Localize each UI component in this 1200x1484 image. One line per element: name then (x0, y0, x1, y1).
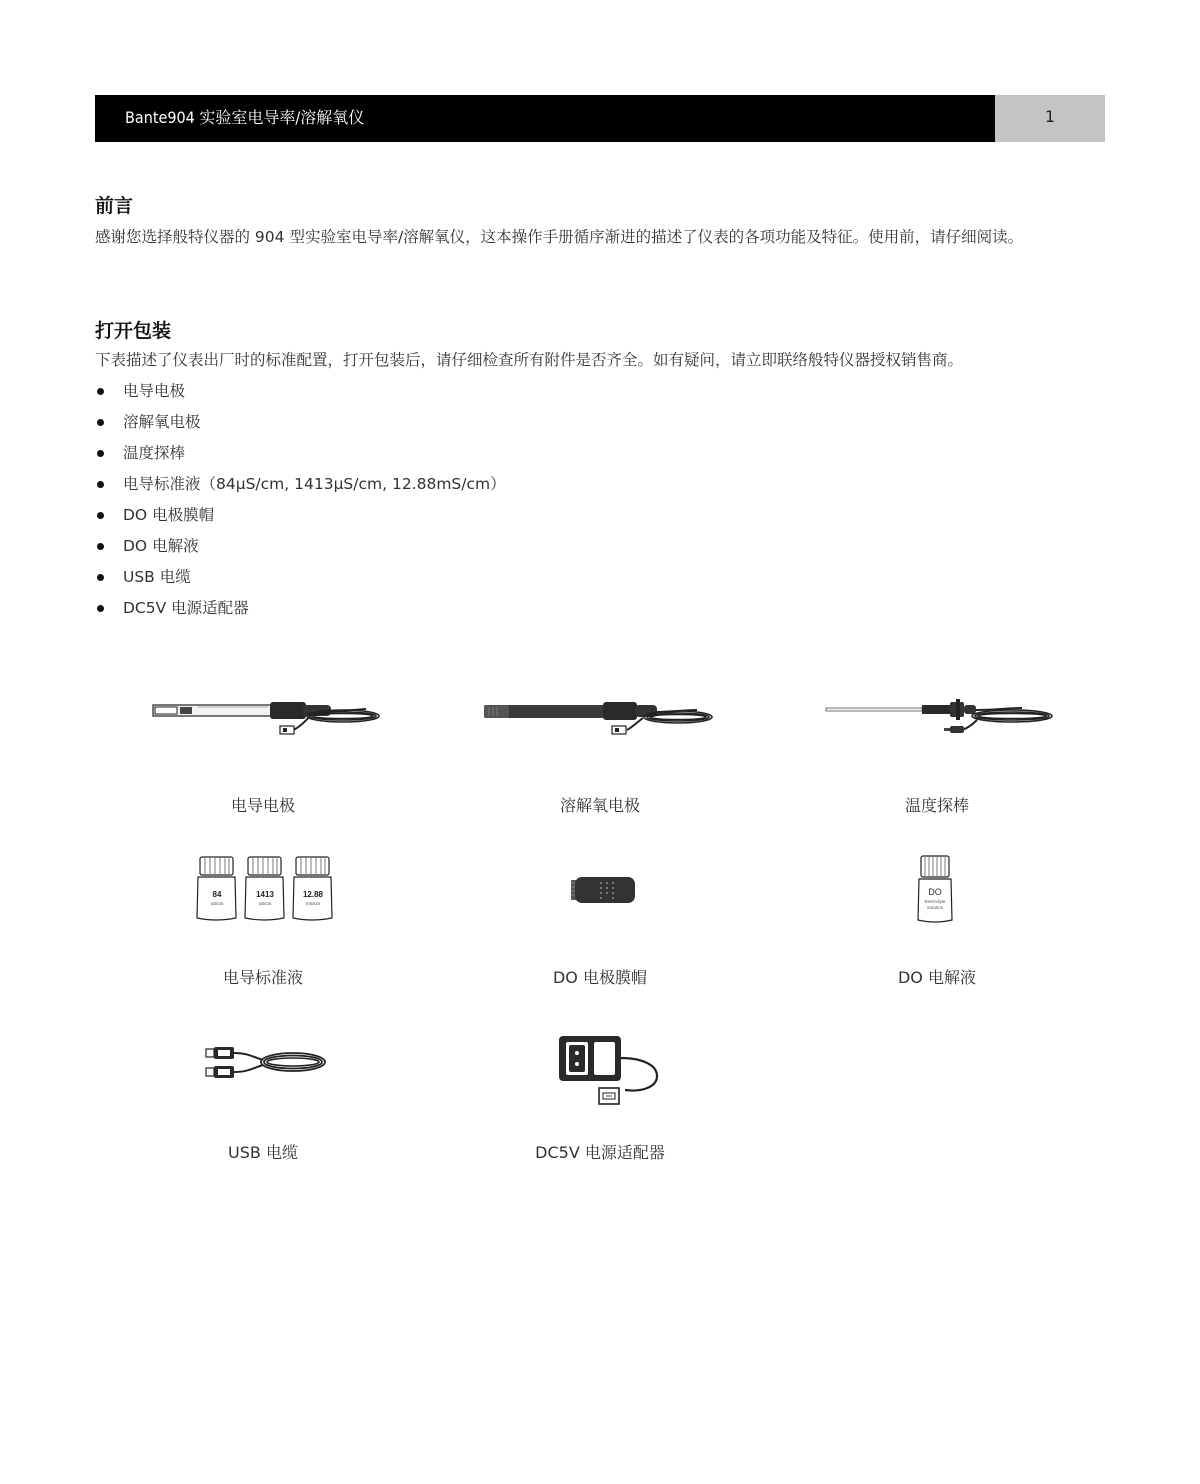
standard-solutions-icon (98, 852, 428, 924)
bottle-unit-label: uS/cm (258, 901, 272, 906)
bottle-value-label: 84 (212, 890, 222, 899)
accessory-list (95, 376, 506, 624)
list-item-label: DC5V 电源适配器 (123, 599, 249, 617)
figure-caption: DO 电极膜帽 (552, 968, 647, 987)
power-adapter-icon (435, 1030, 765, 1115)
bottle-value-label: 12.88 (302, 890, 324, 899)
bottle-line1-label: Electrolyte (924, 899, 946, 904)
bottle-12-88 (293, 857, 332, 920)
bottle-value-label: 1413 (256, 890, 274, 899)
bottle-unit-label: mS/cm (306, 901, 320, 906)
list-item (95, 531, 506, 562)
bullet-icon (97, 574, 104, 581)
bottle-unit-label: uS/cm (210, 901, 224, 906)
list-item-label: DO 电解液 (123, 537, 199, 555)
list-item-label: DO 电极膜帽 (123, 506, 215, 524)
figure-caption: DC5V 电源适配器 (535, 1143, 665, 1162)
list-item (95, 407, 506, 438)
bottle-1413 (245, 857, 284, 920)
bullet-icon (97, 543, 104, 550)
usb-cable-icon (98, 1030, 428, 1100)
list-item (95, 500, 506, 531)
list-item (95, 469, 506, 500)
preface-heading: 前言 (95, 195, 134, 217)
list-item (95, 376, 506, 407)
header-bar (95, 95, 995, 142)
unpacking-heading: 打开包装 (95, 320, 172, 342)
list-item (95, 562, 506, 593)
list-item-label: 电导标准液（84µS/cm, 1413µS/cm, 12.88mS/cm） (123, 475, 506, 493)
bullet-icon (97, 512, 104, 519)
list-item-label: USB 电缆 (123, 568, 191, 586)
list-item-label: 溶解氧电极 (123, 413, 201, 431)
figure-caption: DO 电解液 (897, 968, 976, 987)
figure-caption: 电导电极 (230, 796, 295, 815)
bullet-icon (97, 419, 104, 426)
bullet-icon (97, 481, 104, 488)
preface-text: 感谢您选择般特仪器的 904 型实验室电导率/溶解氧仪，这本操作手册循序渐进的描述了仪表的各项功能及特征。使用前，请仔细阅读。 (95, 228, 1024, 246)
bullet-icon (97, 450, 104, 457)
figure-caption: USB 电缆 (228, 1143, 298, 1162)
list-item-label: 温度探棒 (123, 444, 186, 462)
list-item (95, 438, 506, 469)
figure-caption: 电导标准液 (222, 968, 303, 987)
temperature-probe-icon (772, 690, 1102, 750)
bottle-title-label: DO (928, 887, 942, 897)
document-title: Bante904 实验室电导率/溶解氧仪 (125, 108, 365, 127)
bottle-line2-label: Solution (926, 905, 944, 910)
figure-caption: 温度探棒 (904, 796, 969, 815)
page-number-box (995, 95, 1105, 142)
bullet-icon (97, 605, 104, 612)
list-item-label: 电导电极 (123, 382, 186, 400)
conductivity-electrode-icon (98, 690, 428, 750)
page-number: 1 (1044, 107, 1056, 126)
electrolyte-bottle-icon (772, 852, 1102, 924)
list-item (95, 593, 506, 624)
membrane-cap-icon (435, 852, 765, 924)
do-electrode-icon (435, 690, 765, 750)
bottle-84 (197, 857, 236, 920)
bullet-icon (97, 388, 104, 395)
figure-caption: 溶解氧电极 (559, 796, 640, 815)
unpacking-text: 下表描述了仪表出厂时的标准配置，打开包装后，请仔细检查所有附件是否齐全。如有疑问，请立即联络般特仪器授权销售商。 (95, 351, 964, 369)
